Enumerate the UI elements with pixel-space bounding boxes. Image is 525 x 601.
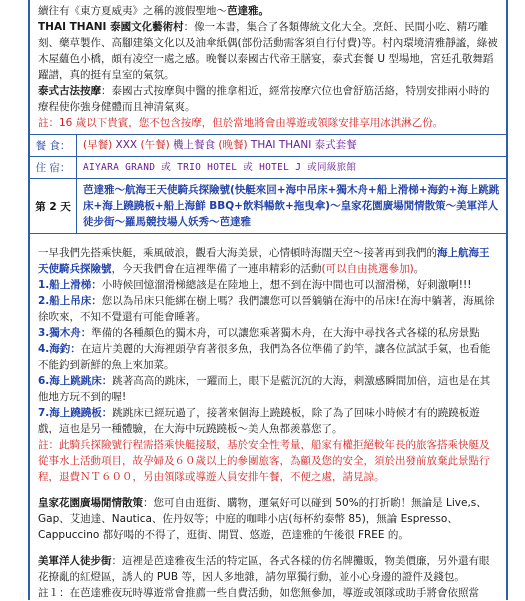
plaza-paragraph: 皇家花園廣場閒情散策：您可自由逛街、購物，運氣好可以碰到 50%的打折喲！無論是 Live,s、Gap、艾迪達、Nautica、佐丹奴等；中庭的咖啡小店(每杯約泰幣 85)，無論 Espresso、Cappuccino 都好喝的不得了，逛街、閒買、悠遊，芭達雅的午後很 FREE 的。: [38, 497, 487, 541]
hotel-label: 住 宿：: [30, 157, 77, 178]
street-note: 註１：在芭達雅夜玩時導遊常會推薦一些自費活動，如您無參加，導遊或領隊或助手將會依照當: [38, 587, 479, 599]
spacer: [30, 234, 506, 242]
day2-row: [30, 178, 506, 233]
place-pattaya: 芭達雅。: [227, 5, 269, 17]
intro-line: 續往有《東方夏威夷》之稱的渡假聖地～芭達雅。: [38, 5, 269, 17]
activity-item: 7.海上蹺蹺板：跳跳床已經玩過了，接著來個海上蹺蹺板，除了為了回味小時候才有的蹺蹺板遊戲，這也是另一種體驗，在大海中玩蹺蹺板～美人魚都羨慕您了。: [38, 407, 480, 435]
massage-note: 註：16 歲以下貴賓，您不包含按摩，但於當地將會由導遊或領隊安排享用冰淇淋乙份。: [38, 117, 444, 129]
hotel-value: AIYARA GRAND 或 TRIO HOTEL 或 HOTEL J 或同級旅館: [83, 162, 357, 173]
activity-item: 3.獨木舟：準備的各種顏色的獨木舟，可以讓您乘著獨木舟，在大海中尋找各式各樣的私房景點: [38, 327, 480, 339]
street-paragraph: 美軍洋人徒步街：這裡是芭達雅夜生活的特定區，各式各樣的仿名牌攤販，物美價廉，另外還有眼花撩亂的紅燈區，誘人的 PUB 等，因人多地雜，請勿單獨行動，並小心身邊的證件及錢包。: [38, 555, 490, 583]
spacer: [38, 543, 498, 553]
activity-item: 2.船上吊床：您以為吊床只能綁在樹上嗎？我們讓您可以晉躺躺在海中的吊床!在海中躺著，海風徐徐吹來，不知不覺還有可能會睡著。: [38, 295, 495, 323]
spacer: [38, 485, 498, 495]
massage-title: 泰式古法按摩: [38, 85, 101, 97]
meals-value: (早餐) XXX (午餐) 機上餐食 (晚餐) THAI THANI 泰式套餐: [83, 139, 357, 151]
activity-item: 6.海上跳跳床：跳著高高的跳床，一躍而上，眼下是藍沉沉的大海，刺激感瞬間加倍，這也是在其他地方玩不到的喔!: [38, 375, 491, 403]
village-paragraph: THAI THANI 泰國文化藝術村：像一本書，集合了各類傳統文化大全。烹飪、民間小吃、精巧雕刻、藥草製作、高腳建築文化以及油傘紙偶(部份活動需客須自行付費)等。村內環境清雅靜謐，綠被木屋蘊色小橋，頗有凌空一處之感。晚餐以泰國古代帝王膳宴，泰式套餐 U 型場地，宮廷孔敬舞蹈躍譜，真的挺有皇室的氣氛。: [38, 21, 498, 81]
street-title: 美軍洋人徒步街: [38, 555, 112, 567]
speedboat-note: 註：此騎兵探險號行程需搭乘快艇接駁，基於安全性考量，船家有權拒絕較年長的旅客搭乘快艇及從事水上活動項目，故孕婦及６０歲以上的參團旅客，為顧及您的安全，須於出發前放棄此景點行程，退費ＮＴ６００，另由領隊或導遊人員安排午餐，不便之處，請見諒。: [38, 439, 490, 483]
intro-section: [30, 0, 506, 134]
village-title: THAI THANI 泰國文化藝術村: [38, 21, 184, 33]
massage-paragraph: 泰式古法按摩：泰國古式按摩與中醫的推拿相近，經常按摩穴位也會舒筋活絡，特別安排兩小時的療程使你強身健體而且神清氣爽。: [38, 85, 490, 113]
itinerary-page: [28, 0, 508, 600]
day2-intro: 一早我們先搭乘快艇，乘風破浪，觀看大海美景，心情頓時海闊天空～接著再到我們的海上航海王天使騎兵探險號，今天我們會在這裡準備了一連串精彩的活動(可以自由挑選參加)。: [38, 247, 490, 275]
activity-item: 4.海釣：在這片美麗的大海裡頭孕育著很多魚，我們為各位準備了釣竿，讓各位試試手氣，也看能不能釣到新鮮的魚上來加菜。: [38, 343, 491, 371]
day2-label: 第 2 天: [30, 179, 77, 233]
day2-body: [30, 242, 506, 601]
plaza-title: 皇家花園廣場閒情散策: [38, 497, 143, 509]
meals-row: [30, 134, 506, 156]
meals-label: 餐 食：: [30, 135, 77, 156]
activity-item: 1.船上滑梯：小時候回憶溜滑梯總該是在陸地上，想不到在海中間也可以溜滑梯，好刺激啊!!!: [38, 279, 472, 291]
hotel-row: [30, 156, 506, 178]
day2-route: 芭達雅～航海王天使騎兵探險號(快艇來回+海中吊床+獨木舟+船上滑梯+海釣+海上跳跳床+海上蹺蹺板+船上海鮮 BBQ+飲料暢飲+拖曳傘)～皇家花園廣場閒情散策～美軍洋人徒步街～羅馬競技場人妖秀～芭達雅: [83, 184, 500, 228]
